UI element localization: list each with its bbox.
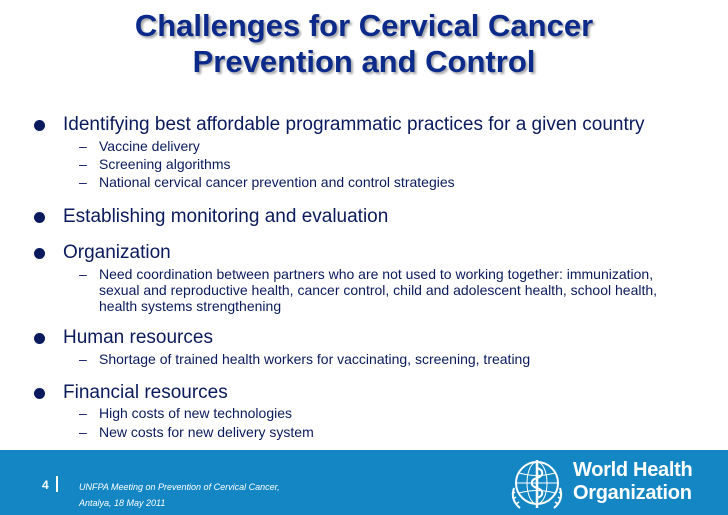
sub-bullet-text: Vaccine delivery — [99, 138, 200, 154]
sub-bullet-text: National cervical cancer prevention and control strategies — [99, 174, 455, 190]
meeting-line2: Antalya, 18 May 2011 — [79, 498, 166, 508]
sub-bullet-text: New costs for new delivery system — [99, 424, 314, 440]
slide-content: Identifying best affordable programmatic practices for a given country – Vaccine delivery – Screening algorithms – National cervical cancer prevention and control strategies Establishing monitoring and evaluation Organization – Need coordination between partners who are not used to working together: immunization, sexual and reproductive health, cancer control, child and adolescent health, school health, health systems strengthening Human resources – Shortage of trained health workers for vaccinating, screening, treating Financial resources – High costs of new technologies – New costs for new delivery system — [0, 0, 728, 450]
bullet-dot-icon — [34, 248, 45, 259]
bullet-dot-icon — [34, 212, 45, 223]
bullet-dot-icon — [34, 333, 45, 344]
who-wordmark-line2: Organization — [573, 482, 692, 504]
bullet-text: Human resources — [63, 327, 213, 348]
bullet-text: Establishing monitoring and evaluation — [63, 206, 389, 227]
slide-title-line2: Prevention and Control — [192, 44, 536, 79]
page-number: 4 — [42, 478, 49, 492]
bullet-text: Organization — [63, 242, 171, 263]
slide-title-line1: Challenges for Cervical Cancer — [134, 8, 594, 43]
bullet-text: Identifying best affordable programmatic practices for a given country — [63, 114, 645, 135]
who-wordmark — [573, 459, 692, 505]
who-emblem-icon — [508, 454, 566, 512]
sub-bullet-text: Shortage of trained health workers for vaccinating, screening, treating — [99, 351, 531, 367]
meeting-line1: UNFPA Meeting on Prevention of Cervical Cancer, — [79, 482, 280, 492]
who-wordmark-line1: World Health — [573, 459, 693, 481]
slide-footer — [0, 450, 728, 515]
bullet-dot-icon — [34, 388, 45, 399]
page-divider — [56, 476, 58, 492]
bullet-dot-icon — [34, 120, 45, 131]
sub-bullet-text: Need coordination between partners who are not used to working together: immunization, sexual and reproductive health, cancer control, child and adolescent health, school health, health systems strengthening — [99, 266, 658, 314]
meeting-info — [79, 479, 280, 511]
sub-bullet-text: Screening algorithms — [99, 156, 231, 172]
bullet-text: Financial resources — [63, 382, 228, 403]
sub-bullet-text: High costs of new technologies — [99, 405, 292, 421]
